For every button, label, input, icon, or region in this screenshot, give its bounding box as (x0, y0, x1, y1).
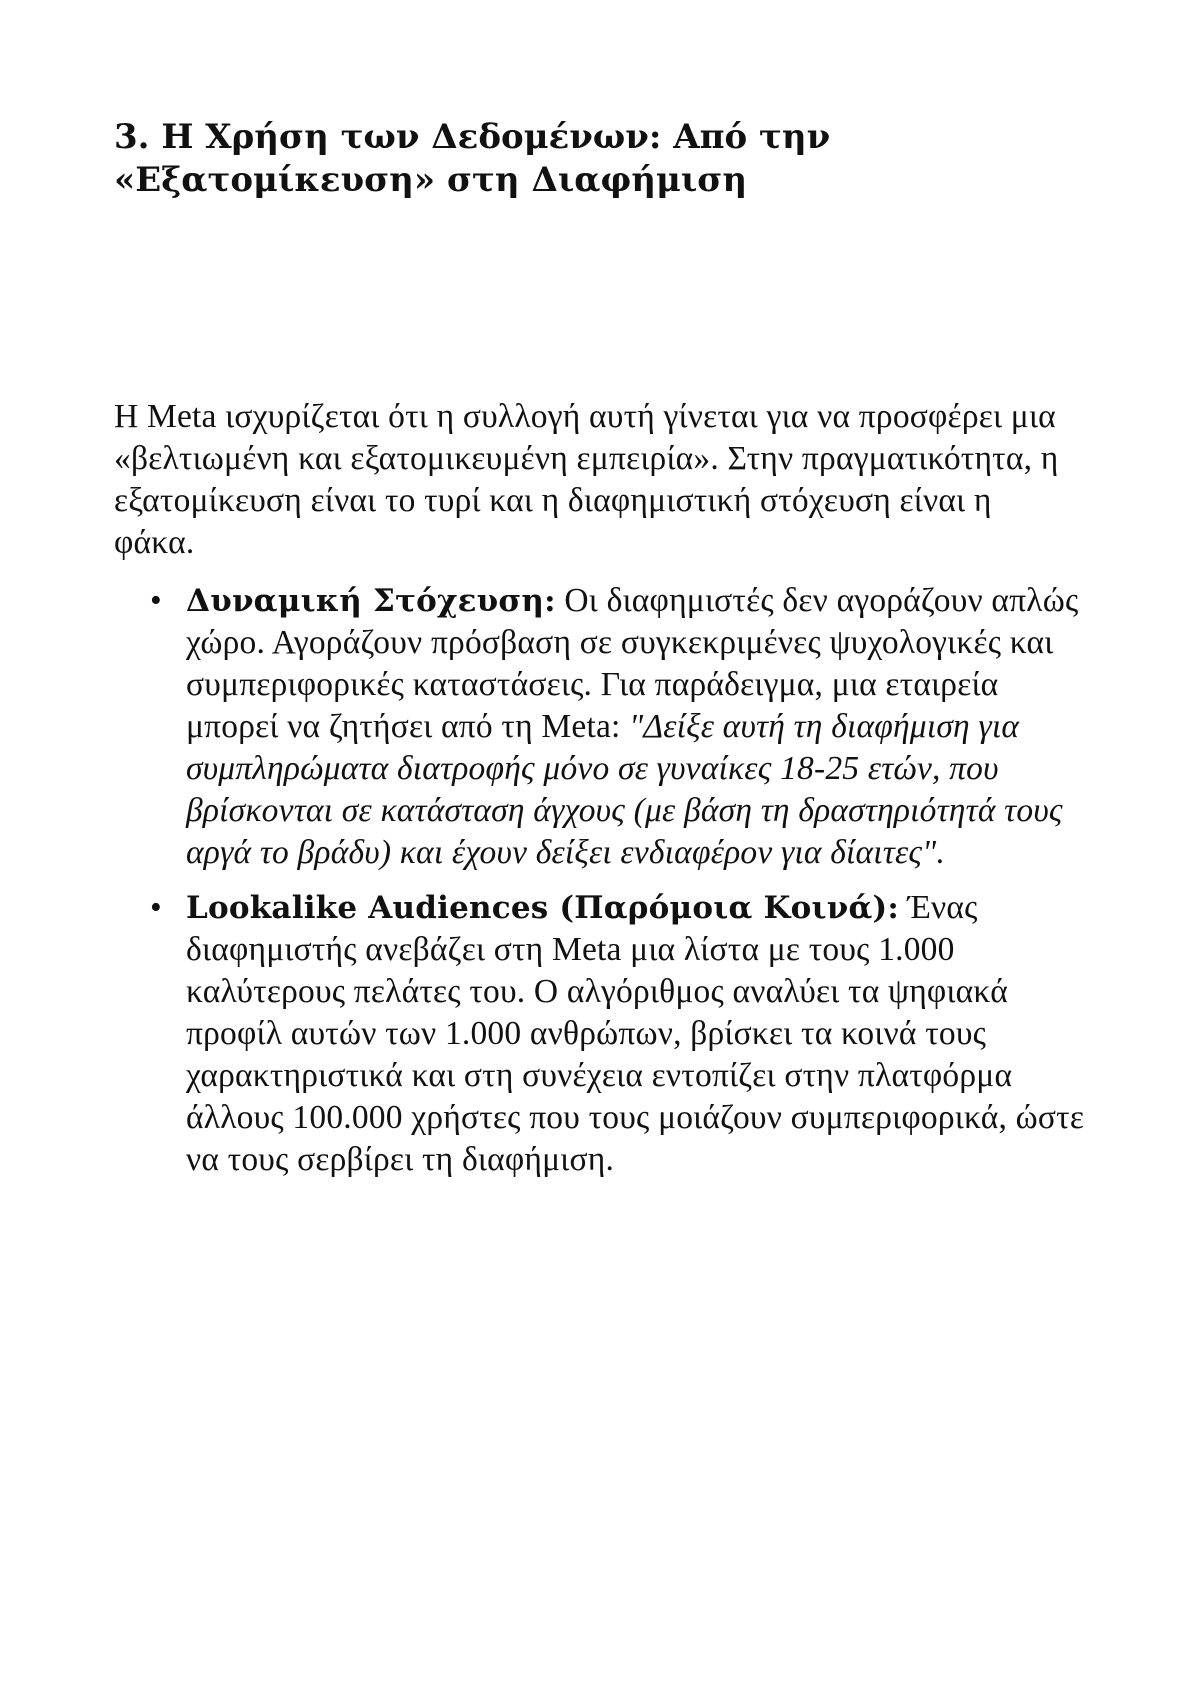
bullet-quote: "Δείξε αυτή τη διαφήμιση για συμπληρώματα διατροφής μόνο σε γυναίκες 18-25 ετών, που βρίσκονται σε κατάσταση άγχους (με βάση τη δραστηριότητά τους αργά το βράδυ) και έχουν δείξει ενδιαφέρον για δίαιτες". (186, 708, 1063, 871)
bullet-text: Ένας διαφημιστής ανεβάζει στη Meta μια λίστα με τους 1.000 καλύτερους πελάτες του. Ο αλγόριθμος αναλύει τα ψηφιακά προφίλ αυτών των 1.000 ανθρώπων, βρίσκει τα κοινά τους χαρακτηριστικά και στη συνέχεια εντοπίζει στην πλατφόρμα άλλους 100.000 χρήστες που τους μοιάζουν συμπεριφορικά, ώστε να τους σερβίρει τη διαφήμιση. (186, 889, 1085, 1178)
bullet-item-lookalike-audiences (114, 887, 1094, 1181)
bullet-term: Lookalike Audiences (Παρόμοια Κοινά): (186, 890, 900, 926)
bullet-marker: • (150, 889, 162, 926)
bullet-item-dynamic-targeting (114, 580, 1094, 874)
bullet-list (114, 580, 1094, 1181)
bullet-marker: • (150, 582, 162, 619)
section-heading: 3. Η Χρήση των Δεδομένων: Από την «Εξατομίκευση» στη Διαφήμιση (114, 117, 831, 200)
bullet-text: Οι διαφημιστές δεν αγοράζουν απλώς χώρο. Αγοράζουν πρόσβαση σε συγκεκριμένες ψυχολογικές και συμπεριφορικές καταστάσεις. Για παράδειγμα, μια εταιρεία μπορεί να ζητήσει από τη Meta: (186, 582, 1079, 745)
bullet-term: Δυναμική Στόχευση: (186, 583, 556, 619)
intro-paragraph: Η Meta ισχυρίζεται ότι η συλλογή αυτή γίνεται για να προσφέρει μια «βελτιωμένη και εξατομικευμένη εμπειρία». Στην πραγματικότητα, η εξατομίκευση είναι το τυρί και η διαφημιστική στόχευση είναι η φάκα. (114, 398, 1059, 561)
